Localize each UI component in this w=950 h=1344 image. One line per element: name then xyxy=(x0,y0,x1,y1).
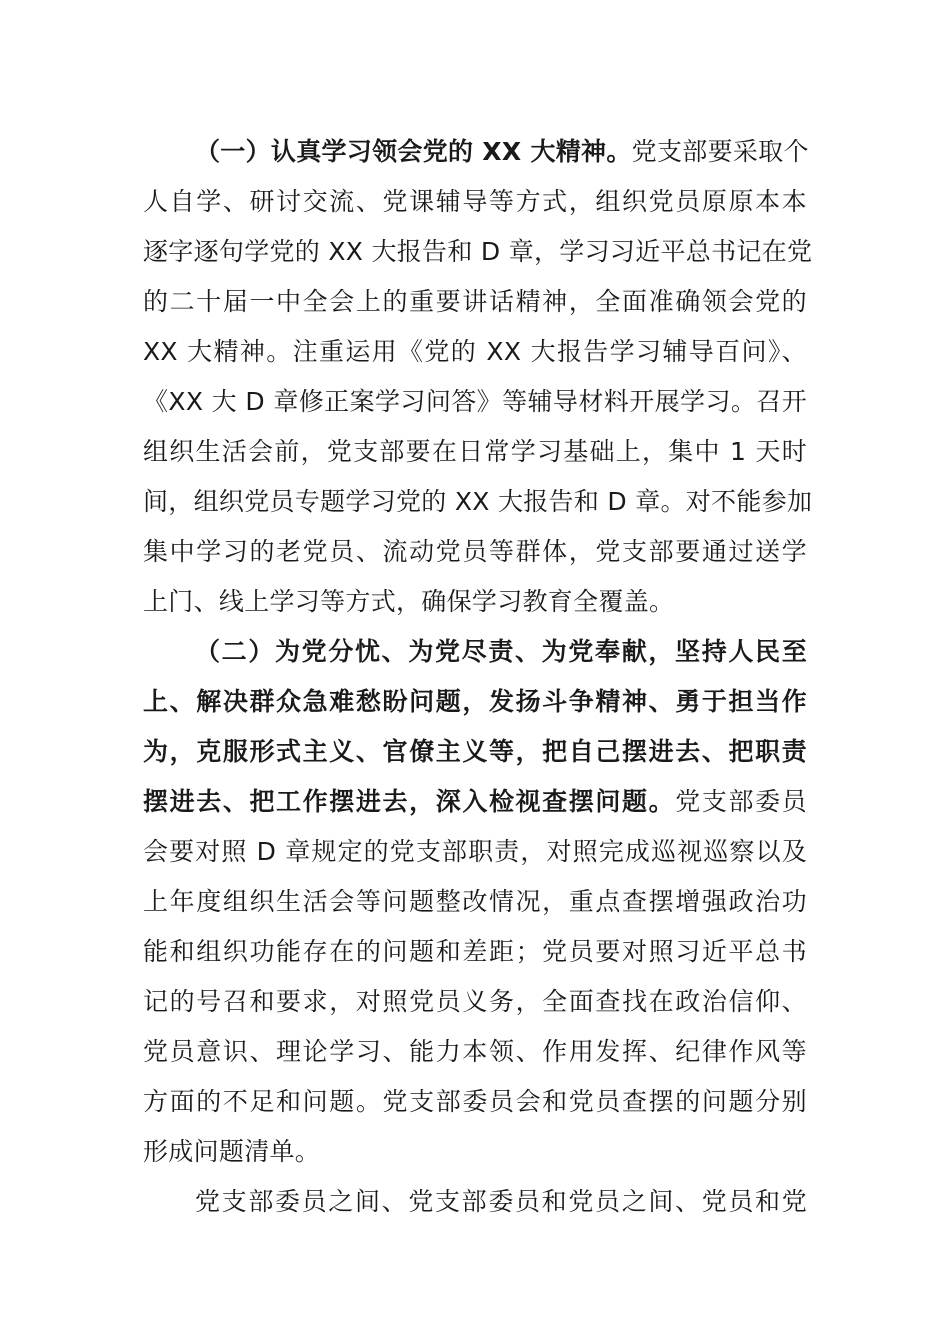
body-text: XX 大精神。注重运用《党的 XX 大报告学习辅导百问》、 xyxy=(143,337,807,366)
body-text: 的二十届一中全会上的重要讲话精神，全面准确领会党的 xyxy=(143,287,807,316)
body-text: 间，组织党员专题学习党的 XX 大报告和 D 章。对不能参加 xyxy=(143,487,813,516)
paragraph-2-line-11 xyxy=(143,1132,807,1172)
paragraph-2-line-1 xyxy=(195,632,807,672)
body-text: 党员意识、理论学习、能力本领、作用发挥、纪律作风等 xyxy=(143,1037,807,1066)
body-text: 上门、线上学习等方式，确保学习教育全覆盖。 xyxy=(143,587,675,616)
body-text: 《XX 大 D 章修正案学习问答》等辅导材料开展学习。召开 xyxy=(143,387,807,416)
body-text: 集中学习的老党员、流动党员等群体，党支部要通过送学 xyxy=(143,537,807,566)
section-heading-2: （二）为党分忧、为党尽责、为党奉献，坚持人民至 xyxy=(195,637,807,666)
section-heading-2: 为，克服形式主义、官僚主义等，把自己摆进去、把职责 xyxy=(143,737,807,766)
body-text: 党支部要采取个 xyxy=(631,137,809,166)
paragraph-2-line-3 xyxy=(143,732,807,772)
paragraph-1-line-4 xyxy=(143,282,807,322)
body-text: 记的号召和要求，对照党员义务，全面查找在政治信仰、 xyxy=(143,987,807,1016)
paragraph-2-line-9 xyxy=(143,1032,807,1072)
paragraph-2-line-10 xyxy=(143,1082,807,1122)
paragraph-3-line-1 xyxy=(195,1182,807,1222)
paragraph-2-line-6 xyxy=(143,882,807,922)
body-text: 形成问题清单。 xyxy=(143,1137,321,1166)
section-heading-1: （一）认真学习领会党的 XX 大精神。 xyxy=(195,137,632,166)
body-text: 党支部委员 xyxy=(675,787,807,816)
paragraph-1-line-2 xyxy=(143,182,807,222)
body-text: 上年度组织生活会等问题整改情况，重点查摆增强政治功 xyxy=(143,887,807,916)
body-text: 会要对照 D 章规定的党支部职责，对照完成巡视巡察以及 xyxy=(143,837,807,866)
body-text: 逐字逐句学党的 XX 大报告和 D 章，学习习近平总书记在党 xyxy=(143,237,813,266)
paragraph-2-line-2 xyxy=(143,682,807,722)
paragraph-2-line-8 xyxy=(143,982,807,1022)
paragraph-1-line-5 xyxy=(143,332,807,372)
body-text: 组织生活会前，党支部要在日常学习基础上，集中 1 天时 xyxy=(143,437,807,466)
paragraph-2-line-7 xyxy=(143,932,807,972)
paragraph-1-line-7 xyxy=(143,432,807,472)
body-text: 人自学、研讨交流、党课辅导等方式，组织党员原原本本 xyxy=(143,187,807,216)
paragraph-1-line-1 xyxy=(195,132,807,172)
paragraph-2-line-5 xyxy=(143,832,807,872)
paragraph-1-line-10 xyxy=(143,582,807,622)
section-heading-2: 摆进去、把工作摆进去，深入检视查摆问题。 xyxy=(143,787,676,816)
paragraph-1-line-3 xyxy=(143,232,813,272)
paragraph-1-line-8 xyxy=(143,482,813,522)
body-text: 能和组织功能存在的问题和差距；党员要对照习近平总书 xyxy=(143,937,807,966)
body-text: 方面的不足和问题。党支部委员会和党员查摆的问题分别 xyxy=(143,1087,807,1116)
paragraph-2-line-4 xyxy=(143,782,807,822)
paragraph-1-line-9 xyxy=(143,532,807,572)
body-text: 党支部委员之间、党支部委员和党员之间、党员和党 xyxy=(195,1187,807,1216)
section-heading-2: 上、解决群众急难愁盼问题，发扬斗争精神、勇于担当作 xyxy=(143,687,807,716)
paragraph-1-line-6 xyxy=(143,382,807,422)
